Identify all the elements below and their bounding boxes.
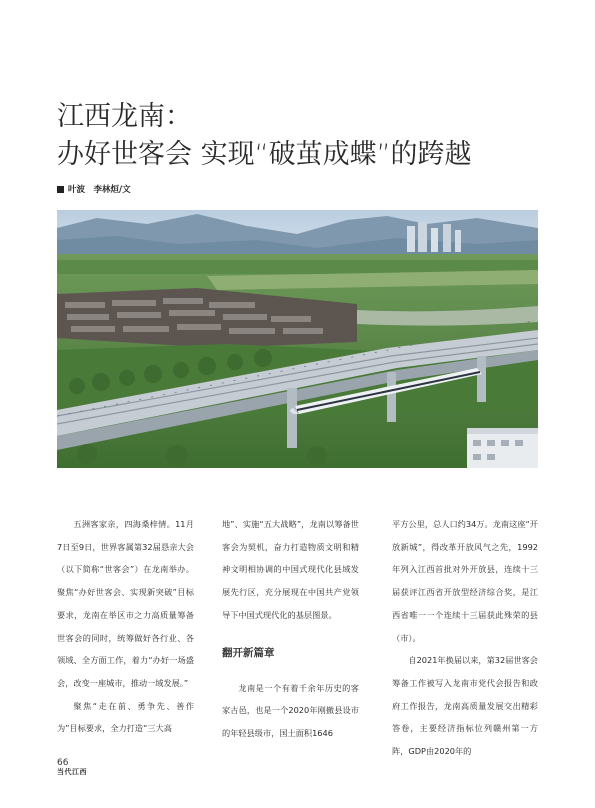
paragraph: 平方公里，总人口约34万。龙南这座“开放新城”，得改革开放风气之先，1992年列入江西首批对外开放县，连续十三届获评江西省开放型经济综合奖，是江西省唯一一个连续十三届获此殊荣的县（市）。 (392, 519, 538, 643)
aerial-city-highspeed-rail-image (57, 210, 538, 468)
byline-authors: 叶波 李林烜/文 (68, 185, 131, 195)
article-photo (57, 210, 538, 468)
byline (57, 183, 131, 195)
headline (57, 98, 577, 174)
magazine-logo: 当代江西 (57, 768, 87, 776)
headline-line-2: 办好世客会 实现“破茧成蝶”的跨越 (57, 139, 472, 170)
paragraph: 地”、实施“五大战略”，龙南以筹备世客会为契机，奋力打造物质文明和精神文明相协调的中国式现代化县域发展先行区，充分展现在中国共产党领导下中国式现代化的基层图景。 (222, 519, 359, 620)
text-column-2 (222, 513, 359, 745)
text-column-3 (392, 513, 538, 763)
text-column-1 (57, 513, 194, 740)
byline-square-icon (57, 186, 64, 193)
headline-line-1: 江西龙南： (57, 101, 192, 132)
page-footer (57, 758, 87, 777)
paragraph: 龙南是一个有着千余年历史的客家古邑，也是一个2020年刚撤县设市的年轻县级市，国土面积1646 (222, 682, 359, 738)
paragraph: 五洲客家亲，四海桑梓情。11月7日至9日，世界客属第32届恳亲大会（以下简称“世客会”）在龙南举办。聚焦“办好世客会、实现新突破”目标要求，龙南在举区市之力高质量筹备世客会的同时，统筹做好各行业、各领域、全方面工作，着力“办好一场盛会，改变一座城市，推动一域发展。” (57, 519, 194, 688)
section-subheading: 翻开新篇章 (222, 646, 275, 659)
page-number: 66 (57, 758, 69, 768)
paragraph: 自2021年换届以来，第32届世客会筹备工作被写入龙南市党代会报告和政府工作报告，龙南高质量发展交出精彩答卷，主要经济指标位列赣州第一方阵，GDP由2020年的 (392, 655, 538, 757)
paragraph: 聚焦“走在前、勇争先、善作为”目标要求，全力打造“三大高 (57, 700, 194, 734)
